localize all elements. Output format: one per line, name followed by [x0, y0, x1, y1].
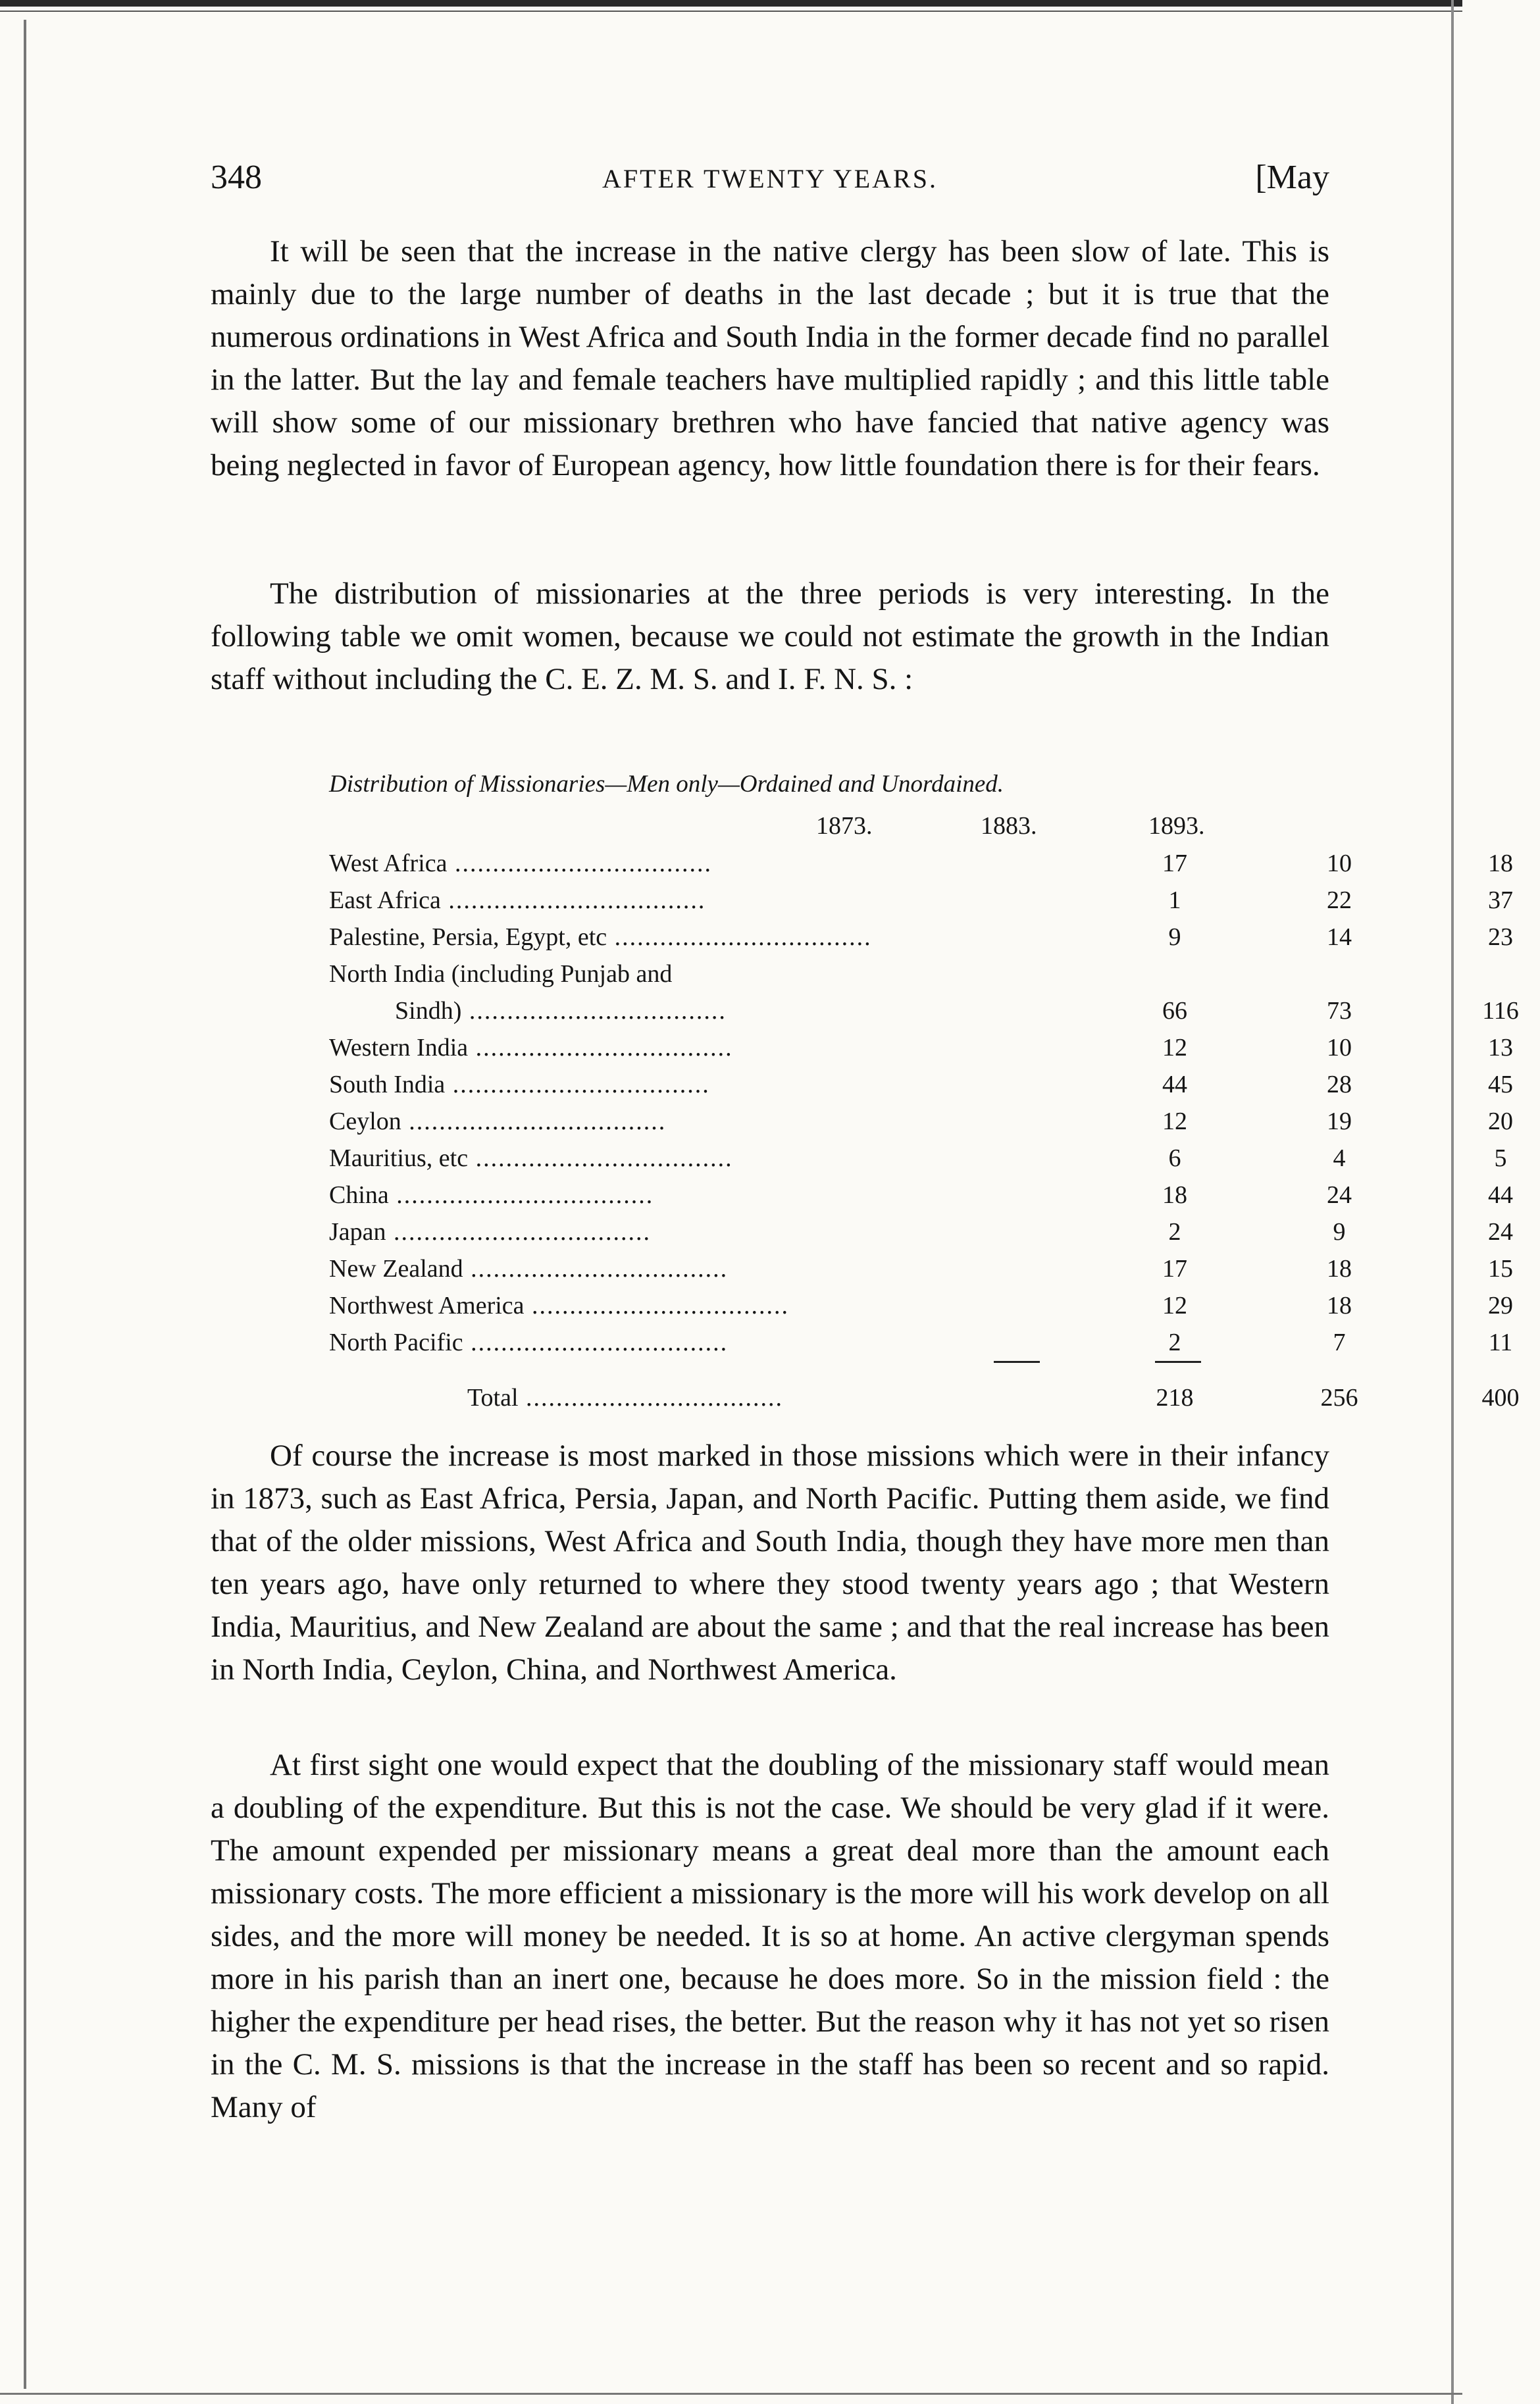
value-1883: 7	[1333, 1329, 1346, 1356]
row-label: West Africa	[329, 850, 448, 877]
value-1883: 10	[1327, 850, 1352, 877]
sum-rule-1883	[994, 1361, 1040, 1363]
value-1873: 17	[1162, 1255, 1187, 1283]
row-label: Mauritius, etc	[329, 1144, 469, 1172]
value-1873: 12	[1162, 1292, 1187, 1319]
value-1873: 12	[1162, 1108, 1187, 1135]
row-label: North India (including Punjab and	[329, 960, 673, 988]
table-row: South India .................................. 44 28 45	[329, 1070, 1264, 1107]
running-title: AFTER TWENTY YEARS.	[602, 164, 938, 193]
row-label: New Zealand	[329, 1255, 463, 1283]
total-label: Total	[467, 1384, 519, 1412]
row-label: Palestine, Persia, Egypt, etc	[329, 923, 607, 951]
table-row: North Pacific .................................. 2 7 11	[329, 1328, 1264, 1365]
value-1883: 28	[1327, 1071, 1352, 1098]
bottom-border-rule	[0, 2393, 1462, 2395]
value-1893: 5	[1494, 1144, 1507, 1172]
table-row: West Africa .................................. 17 10 18	[329, 849, 1264, 886]
value-1883: 10	[1327, 1034, 1352, 1061]
year-header-1883: 1883.	[981, 812, 1037, 840]
table-row: Ceylon .................................. 12 19 20	[329, 1107, 1264, 1144]
value-1873: 2	[1168, 1329, 1181, 1356]
sum-rule-1893	[1155, 1361, 1201, 1363]
value-1873: 44	[1162, 1071, 1187, 1098]
table-row: China .................................. 18 24 44	[329, 1181, 1264, 1217]
running-month: [May	[1255, 159, 1329, 196]
table-row: Western India .................................. 12 10 13	[329, 1033, 1264, 1070]
value-1883: 18	[1327, 1255, 1352, 1283]
value-1893: 44	[1488, 1181, 1513, 1209]
value-1883: 14	[1327, 923, 1352, 951]
row-label: North Pacific	[329, 1329, 463, 1356]
value-1873: 2	[1168, 1218, 1181, 1246]
table-row: Mauritius, etc .................................. 6 4 5	[329, 1144, 1264, 1181]
value-1883: 24	[1327, 1181, 1352, 1209]
table-caption: Distribution of Missionaries—Men only—Ordained and Unordained.	[329, 771, 1004, 798]
table-row: East Africa .................................. 1 22 37	[329, 886, 1264, 923]
page-number: 348	[211, 159, 262, 196]
value-1893: 29	[1488, 1292, 1513, 1319]
value-1893: 18	[1488, 850, 1513, 877]
paragraph-distribution: The distribution of missionaries at the three periods is very interesting. In the following table we omit women, because we could not estimate the growth in the Indian staff without including the C. E. Z. M. S. and I. F. N. S. :	[211, 576, 1329, 696]
row-label: Sindh)	[395, 997, 462, 1025]
value-1873: 1	[1168, 886, 1181, 914]
right-margin-rule	[1451, 0, 1454, 2404]
value-1873: 66	[1162, 997, 1187, 1025]
table-row	[329, 959, 1264, 996]
value-1893: 13	[1488, 1034, 1513, 1061]
row-label: South India	[329, 1071, 446, 1098]
paragraph-expenditure: At first sight one would expect that the doubling of the missionary staff would mean a doubling of the expenditure. But this is not the case. We should be very glad if it were. The amount expended per missionary means a great deal more than the amount each missionary costs. The more efficient a missionary is the more will his work develop on all sides, and the more will money be needed. It is so at home. An active clergyman spends more in his parish than an inert one, because he does more. So in the mission field : the higher the expenditure per head rises, the better. But the reason why it has not yet so risen in the C. M. S. missions is that the increase in the staff has been so recent and so rapid. Many of	[211, 1748, 1329, 2124]
value-1893: 11	[1488, 1329, 1513, 1356]
year-header-1873: 1873.	[816, 812, 873, 840]
row-label: China	[329, 1181, 389, 1209]
row-label: Northwest America	[329, 1292, 525, 1319]
paragraph-increase: Of course the increase is most marked in those missions which were in their infancy in 1873, such as East Africa, Persia, Japan, and North Pacific. Putting them aside, we find that of the older missions, West Africa and South India, though they have more men than ten years ago, have only returned to where they stood twenty years ago ; that Western India, Mauritius, and New Zealand are about the same ; and that the real increase has been in North India, Ceylon, China, and Northwest America.	[211, 1439, 1329, 1687]
value-1883: 22	[1327, 886, 1352, 914]
value-1883: 73	[1327, 997, 1352, 1025]
value-1873: 9	[1168, 923, 1181, 951]
value-1893: 23	[1488, 923, 1513, 951]
top-border-rule-thin	[0, 11, 1462, 12]
value-1883: 9	[1333, 1218, 1346, 1246]
value-1873: 6	[1168, 1144, 1181, 1172]
row-label: Western India	[329, 1034, 469, 1061]
table-row: Japan .................................. 2 9 24	[329, 1217, 1264, 1254]
value-1883: 18	[1327, 1292, 1352, 1319]
value-1893: 37	[1488, 886, 1513, 914]
year-header-1893: 1893.	[1148, 812, 1205, 840]
row-label: Japan	[329, 1218, 386, 1246]
value-1873: 18	[1162, 1181, 1187, 1209]
table-row: New Zealand .................................. 17 18 15	[329, 1254, 1264, 1291]
row-label: East Africa	[329, 886, 441, 914]
row-label: Ceylon	[329, 1108, 401, 1135]
paragraph-native-clergy: It will be seen that the increase in the native clergy has been slow of late. This is mainly due to the large number of deaths in the last decade ; but it is true that the numerous ordinations in West Africa and South India in the former decade find no parallel in the latter. But the lay and female teachers have multiplied rapidly ; and this little table will show some of our missionary brethren who have fancied that native agency was being neglected in favor of European agency, how little foundation there is for their fears.	[211, 234, 1329, 482]
total-1883: 256	[1320, 1384, 1358, 1412]
page-header	[211, 158, 1329, 204]
value-1883: 19	[1327, 1108, 1352, 1135]
value-1893: 24	[1488, 1218, 1513, 1246]
value-1893: 20	[1488, 1108, 1513, 1135]
value-1893: 116	[1482, 997, 1519, 1025]
value-1873: 12	[1162, 1034, 1187, 1061]
top-border-rule	[0, 0, 1462, 7]
table-row: Sindh) .................................. 66 73 116	[329, 996, 1264, 1033]
total-1893: 400	[1481, 1384, 1520, 1412]
value-1893: 15	[1488, 1255, 1513, 1283]
value-1893: 45	[1488, 1071, 1513, 1098]
total-1873: 218	[1156, 1384, 1194, 1412]
table-row: Northwest America .................................. 12 18 29	[329, 1291, 1264, 1328]
value-1873: 17	[1162, 850, 1187, 877]
table-row: Palestine, Persia, Egypt, etc .................................. 9 14 23	[329, 923, 1264, 959]
value-1883: 4	[1333, 1144, 1346, 1172]
table-total-row: Total .................................. 218 256 400	[329, 1383, 1264, 1420]
left-margin-rule	[24, 20, 26, 2389]
